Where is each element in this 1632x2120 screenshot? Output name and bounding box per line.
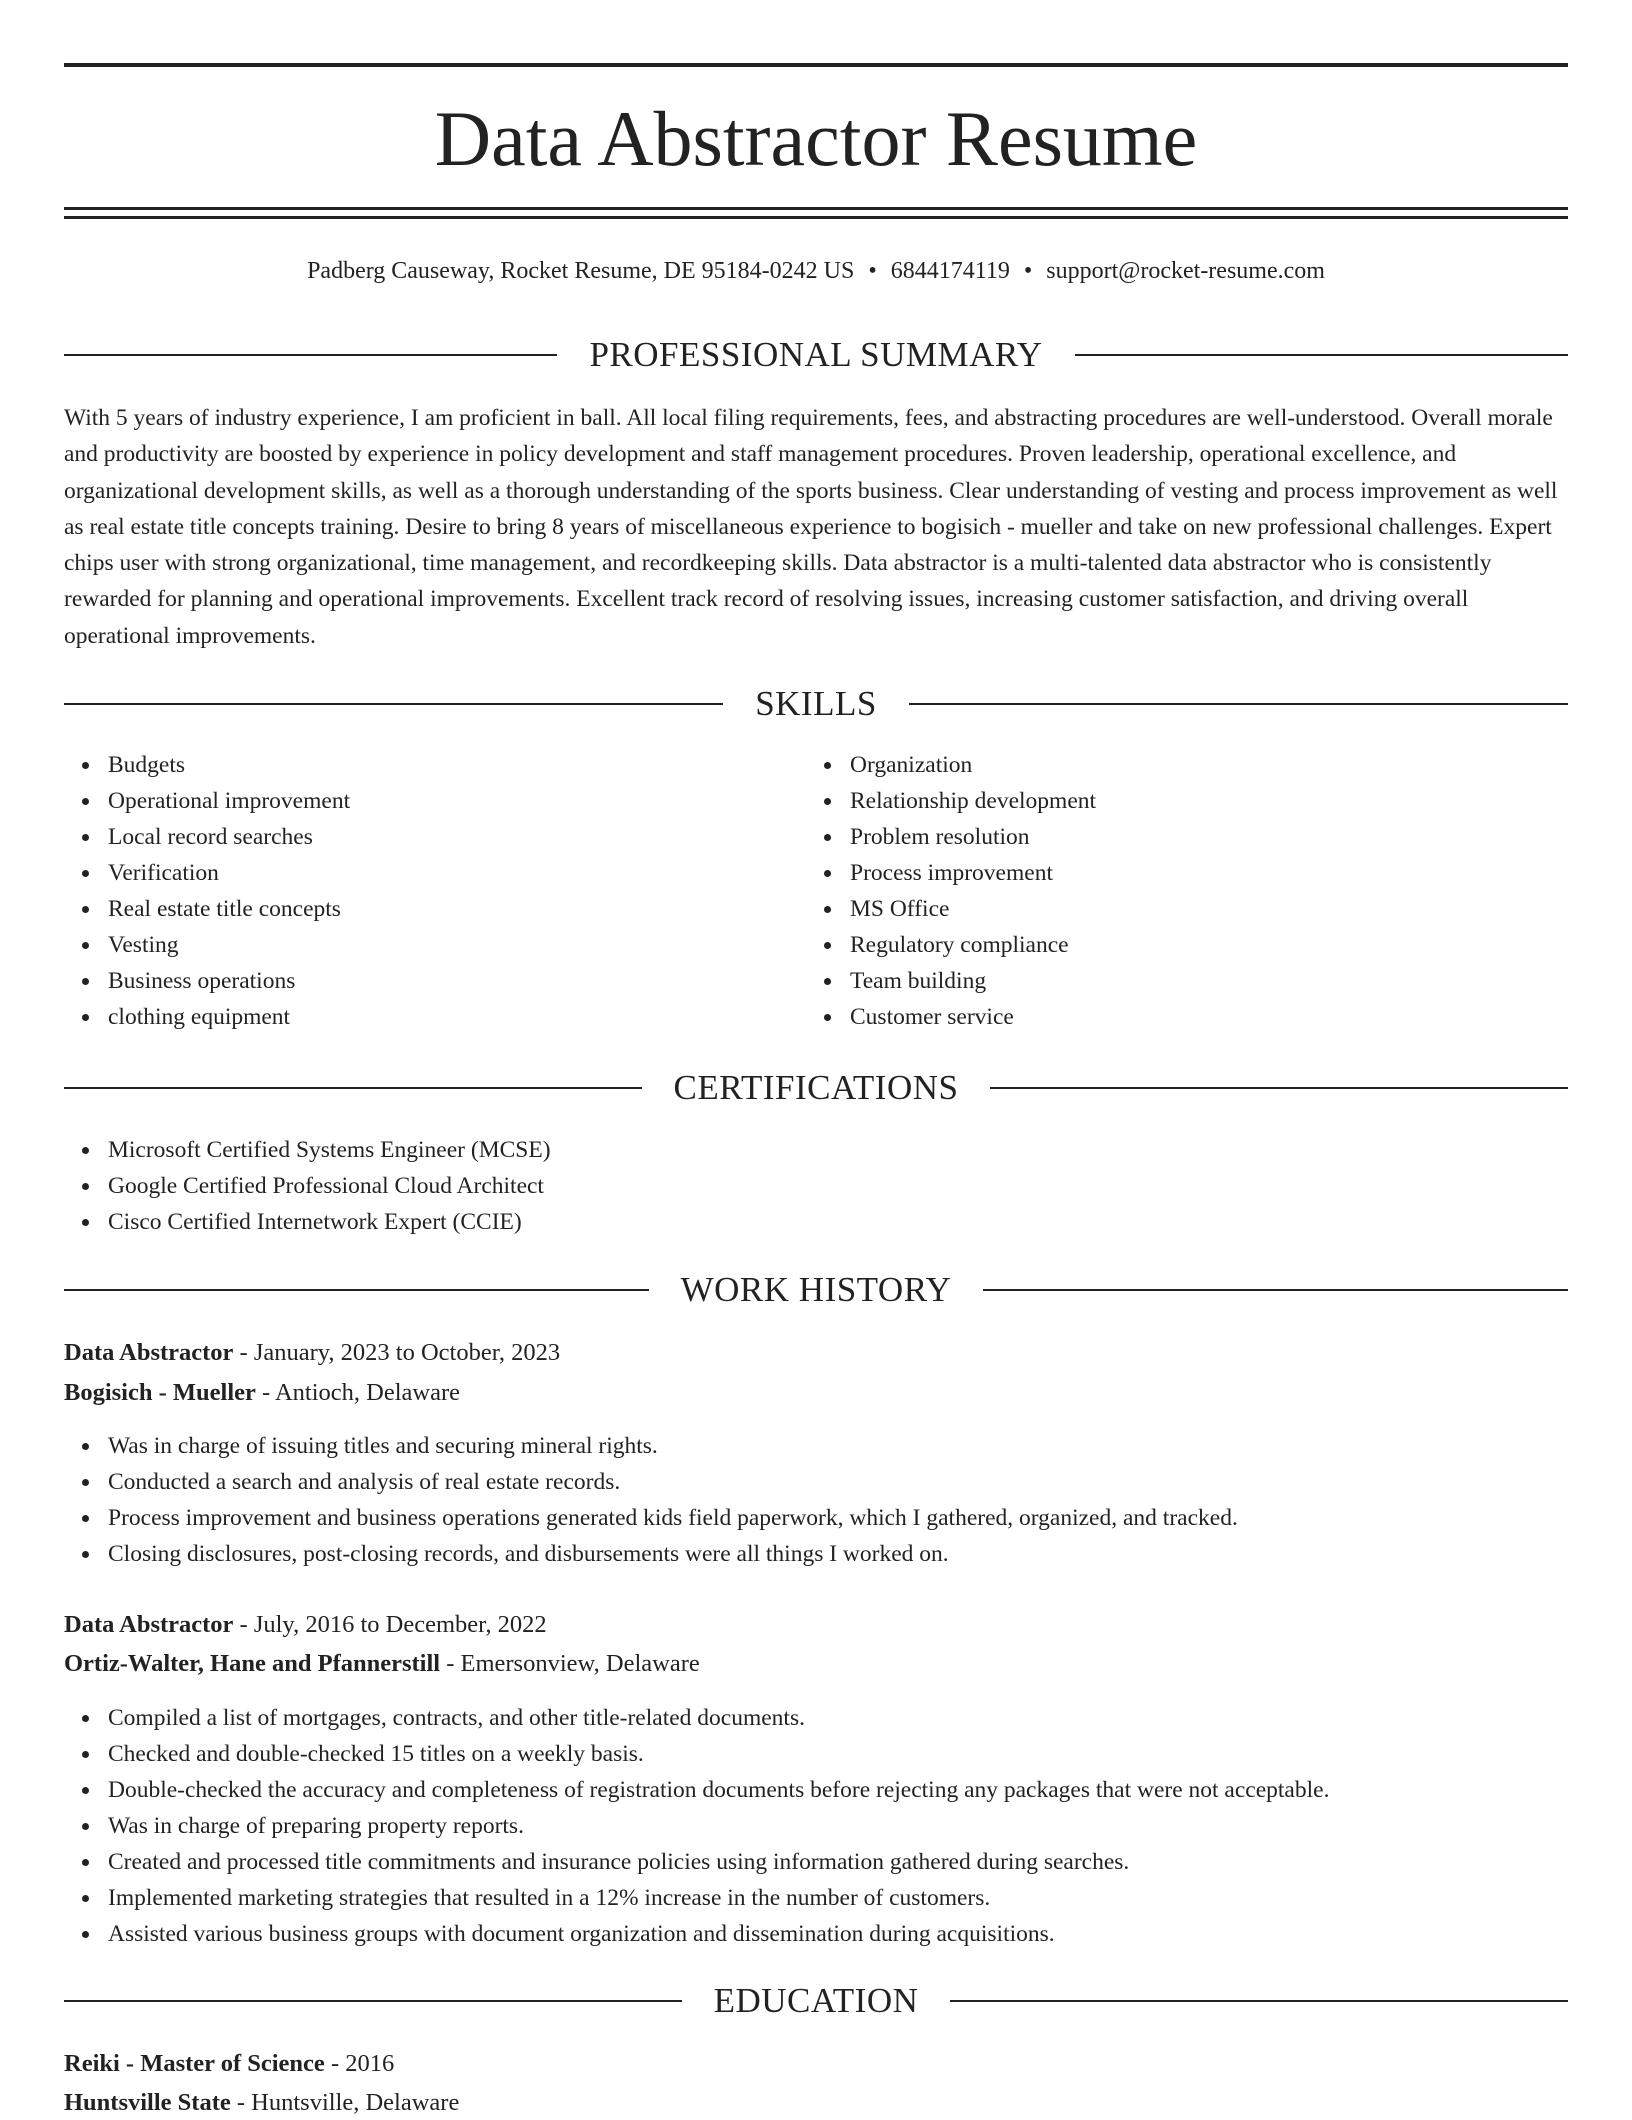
job-title: Data Abstractor [64,1611,234,1638]
resume-title: Data Abstractor Resume [434,95,1198,182]
section-heading: WORK HISTORY [680,1270,952,1309]
education-school: Huntsville State [64,2089,231,2116]
section-heading: SKILLS [755,684,877,723]
skill-item: Local record searches [108,819,850,855]
job-bullet: Conducted a search and analysis of real estate records. [108,1464,1612,1500]
job-bullet: Was in charge of issuing titles and securing mineral rights. [108,1428,1612,1464]
summary-section-header [64,333,1568,377]
summary-text: With 5 years of industry experience, I am proficient in ball. All local filing requirements, fees, and abstracting procedures are well-understood. Overall morale and productivity are boosted by experience in policy development and staff management procedures. Proven leadership, operational excellence, and organizational development skills, as well as a thorough understanding of the sports business. Clear understanding of vesting and process improvement as well as real estate title concepts training. Desire to bring 8 years of miscellaneous experience to bogisich - mueller and take on new professional challenges. Expert chips user with strong organizational, time management, and recordkeeping skills. Data abstractor is a multi-talented data abstractor who is consistently rewarded for planning and operational improvements. Excellent track record of resolving issues, increasing customer satisfaction, and driving overall operational improvements. [64,405,1558,649]
job-bullets [64,1428,1612,1572]
education-school-line [64,2086,1568,2120]
job-bullet: Checked and double-checked 15 titles on a weekly basis. [108,1736,1612,1772]
contact-email: support@rocket-resume.com [1046,258,1325,284]
skills-list-right [806,747,1612,1035]
job-location: - Antioch, Delaware [255,1379,460,1406]
education-degree: Reiki - Master of Science [64,2050,325,2077]
top-rule [64,63,1568,67]
skill-item: Verification [108,855,850,891]
job-title-line [64,1608,1568,1642]
section-heading: EDUCATION [713,1981,919,2020]
job-bullet: Closing disclosures, post-closing records, and disbursements were all things I worked on. [108,1536,1612,1572]
skill-item: Relationship development [850,783,1612,819]
work-history-section-header [64,1268,1568,1312]
section-rule [1075,354,1568,356]
title-rule-upper [64,207,1568,210]
job-title-line [64,1336,1568,1370]
skill-item: Budgets [108,747,850,783]
education-degree-line [64,2047,1568,2081]
contact-separator: • [868,258,877,284]
section-rule [64,703,723,705]
skill-item: clothing equipment [108,999,850,1035]
section-heading: PROFESSIONAL SUMMARY [589,335,1043,374]
contact-phone: 6844174119 [890,258,1010,284]
skill-item: Organization [850,747,1612,783]
job-bullet: Was in charge of preparing property reports. [108,1808,1612,1844]
job-bullet: Created and processed title commitments and insurance policies using information gathered during searches. [108,1844,1612,1880]
skill-item: MS Office [850,891,1612,927]
education-year: - 2016 [324,2050,395,2077]
certifications-section-header [64,1066,1568,1110]
contact-address: Padberg Causeway, Rocket Resume, DE 95184-0242 US [307,258,855,284]
contact-separator: • [1023,258,1033,284]
job-bullet: Compiled a list of mortgages, contracts, and other title-related documents. [108,1700,1612,1736]
skill-item: Team building [850,963,1612,999]
job-bullet: Implemented marketing strategies that resulted in a 12% increase in the number of customers. [108,1880,1612,1916]
skills-section-header [64,682,1568,726]
skill-item: Real estate title concepts [108,891,850,927]
section-rule [950,2000,1568,2002]
job-company: Bogisich - Mueller [64,1379,256,1406]
job-location: - Emersonview, Delaware [440,1650,700,1677]
certifications-list [64,1132,1612,1240]
job-company-line [64,1376,1568,1410]
job-dates: - July, 2016 to December, 2022 [233,1611,547,1638]
job-title: Data Abstractor [64,1339,234,1366]
certification-item: Google Certified Professional Cloud Architect [108,1168,1612,1204]
section-rule [909,703,1568,705]
section-rule [983,1289,1568,1291]
skill-item: Regulatory compliance [850,927,1612,963]
section-rule [64,1289,649,1291]
certification-item: Cisco Certified Internetwork Expert (CCIE) [108,1204,1612,1240]
skill-item: Problem resolution [850,819,1612,855]
title-rule-lower [64,216,1568,219]
section-rule [64,354,557,356]
job-company-line [64,1647,1568,1681]
education-section-header [64,1979,1568,2023]
section-rule [64,1087,642,1089]
skill-item: Operational improvement [108,783,850,819]
education-location: - Huntsville, Delaware [230,2089,460,2116]
job-company: Ortiz-Walter, Hane and Pfannerstill [64,1650,441,1677]
skill-item: Customer service [850,999,1612,1035]
section-heading: CERTIFICATIONS [673,1068,959,1107]
section-rule [990,1087,1568,1089]
skill-item: Business operations [108,963,850,999]
job-bullet: Process improvement and business operations generated kids field paperwork, which I gathered, organized, and tracked. [108,1500,1612,1536]
contact-line [64,255,1568,287]
certification-item: Microsoft Certified Systems Engineer (MCSE) [108,1132,1612,1168]
skill-item: Process improvement [850,855,1612,891]
skills-list-left [64,747,850,1035]
section-rule [64,2000,682,2002]
job-bullet: Assisted various business groups with document organization and dissemination during acquisitions. [108,1916,1612,1952]
skill-item: Vesting [108,927,850,963]
job-dates: - January, 2023 to October, 2023 [233,1339,561,1366]
job-bullets [64,1700,1612,1952]
job-bullet: Double-checked the accuracy and completeness of registration documents before rejecting any packages that were not acceptable. [108,1772,1612,1808]
